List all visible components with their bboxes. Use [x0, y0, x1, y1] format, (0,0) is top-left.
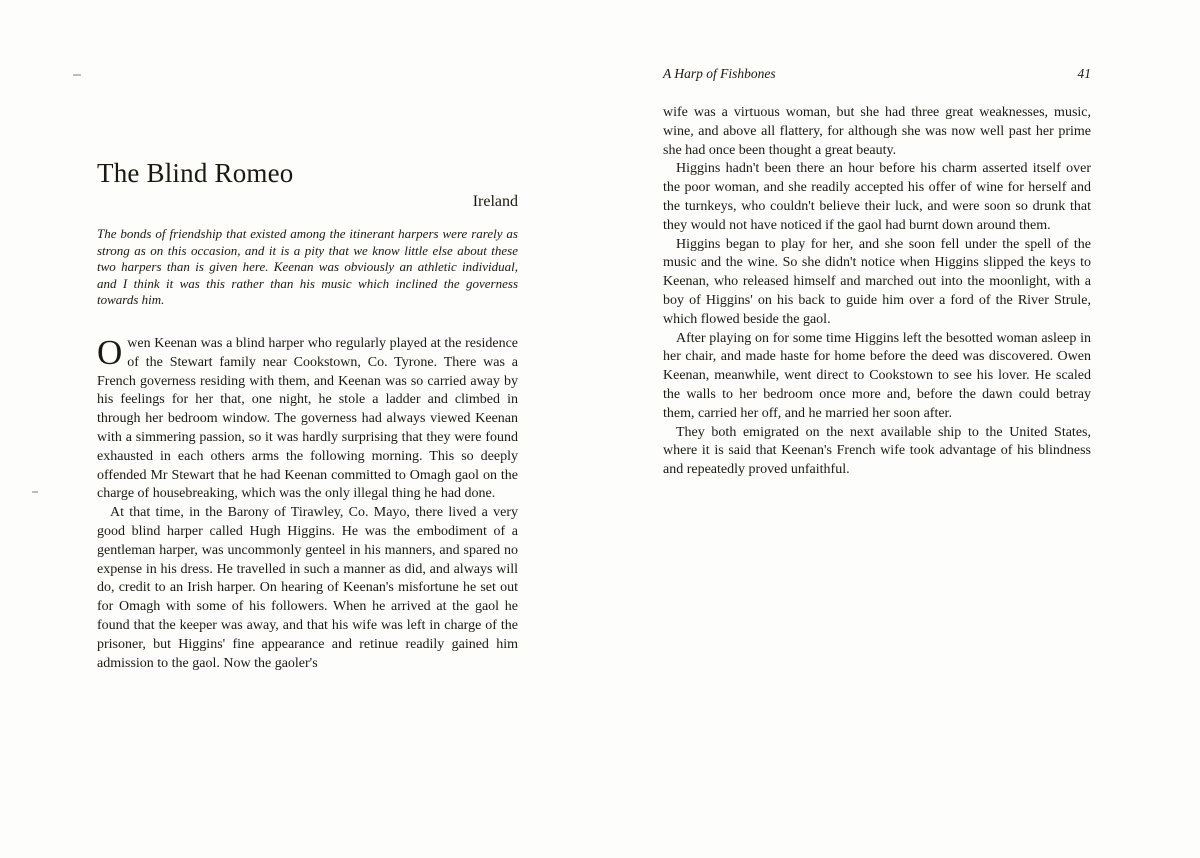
paragraph-right-3: Higgins began to play for her, and she soon fell under the spell of the music and the wine. So she didn't notice when Higgins slipped the keys to Keenan, who released himself and marched out into the moonlight, with a boy of Higgins' on his back to guide him over a ford of the River Strule, which flowed beside the gaol.	[663, 236, 1091, 327]
paragraph-right-4: After playing on for some time Higgins left the besotted woman asleep in her chair, and made haste for home before the deed was discovered. Owen Keenan, meanwhile, went direct to Cookstown to see his lover. He scaled the walls to her bedroom once more and, before the dawn could betray them, carried her off, and he married her soon after.	[663, 330, 1091, 421]
scan-artifact-mark	[73, 74, 81, 76]
paragraph-left-1-text: wen Keenan was a blind harper who regularly played at the residence of the Stewart family near Cookstown, Co. Tyrone. There was a French governess residing with them, and Keenan was so carried away by his feelings for her that, one night, he stole a ladder and climbed in through her bedroom window. The governess had always viewed Keenan with a simmering passion, so it was hardly surprising that they were found exhausted in each others arms the following morning. This so deeply offended Mr Stewart that he had Keenan committed to Omagh gaol on the charge of housebreaking, which was the only illegal thing he had done.	[97, 335, 518, 502]
paragraph-left-2: At that time, in the Barony of Tirawley, Co. Mayo, there lived a very good blind harper called Hugh Higgins. He was the embodiment of a gentleman harper, was uncommonly genteel in his manners, and spared no expense in his dress. He travelled in such a manner as did, and always will do, credit to an Irish harper. On hearing of Keenan's misfortune he set out for Omagh with some of his followers. When he arrived at the gaol he found that the keeper was away, and that his wife was left in charge of the prisoner, but Higgins' fine appearance and retinue readily gained him admission to the gaol. Now the gaoler's	[97, 505, 518, 671]
paragraph-right-2: Higgins hadn't been there an hour before his charm asserted itself over the poor woman, and she readily accepted his offer of wine for herself and the turnkeys, who couldn't believe their luck, and were soon so drunk that they would not have noticed if the gaol had burnt down around them.	[663, 161, 1091, 233]
right-page	[663, 66, 1091, 480]
running-header-book-title: A Harp of Fishbones	[663, 66, 776, 81]
paragraph-right-5: They both emigrated on the next available ship to the United States, where it is said that Keenan's French wife took advantage of his blindness and repeatedly proved unfaithful.	[663, 424, 1091, 478]
running-header-page-number: 41	[1077, 66, 1091, 81]
drop-cap: O	[97, 332, 123, 372]
story-intro: The bonds of friendship that existed among the itinerant harpers were rarely as strong as on this occasion, and it is a pity that we know little else about these two harpers than is given here. Keenan was obviously an athletic individual, and I think it was this rather than his music which inclined the governess towards him.	[97, 226, 518, 308]
left-page	[97, 158, 518, 673]
paragraph-right-1: wife was a virtuous woman, but she had three great weaknesses, music, wine, and above all flattery, for although she was now well past her prime she had once been thought a great beauty.	[663, 105, 1091, 158]
story-region: Ireland	[472, 193, 518, 210]
running-header	[663, 66, 1091, 82]
scan-artifact-mark	[32, 491, 38, 493]
story-title: The Blind Romeo	[97, 158, 294, 188]
paragraph-left-1	[97, 332, 518, 504]
